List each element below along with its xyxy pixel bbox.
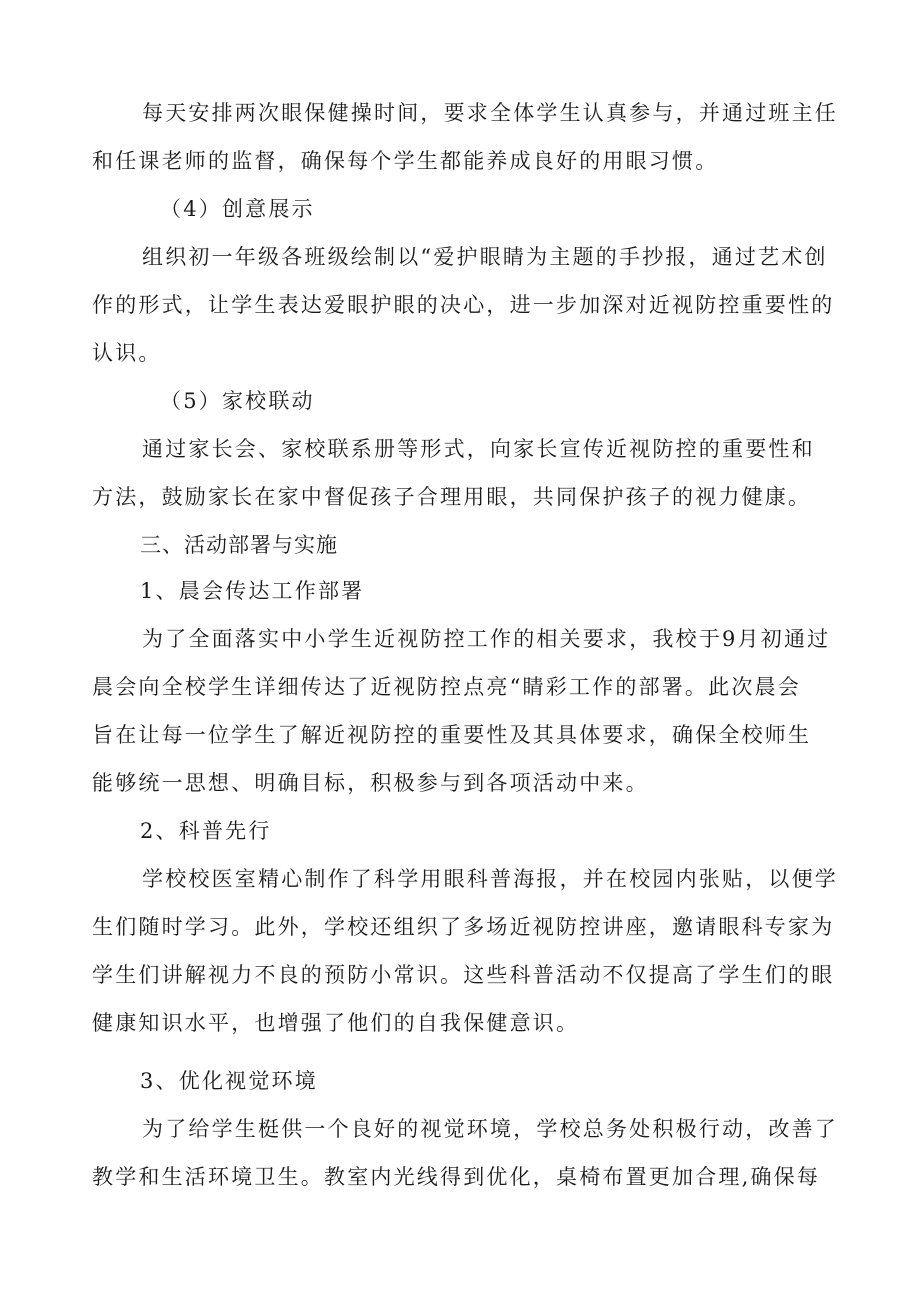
- paragraph-line: 组织初一年级各班级绘制以“爱护眼睛为主题的手抄报，通过艺术创: [142, 245, 828, 269]
- paragraph-line: 为了给学生梃供一个良好的视觉环境，学校总务处积极行动，改善了: [142, 1117, 838, 1141]
- paragraph-line: 通过家长会、家校联系册等形式，向家长宣传近视防控的重要性和: [142, 437, 815, 461]
- subsection-title: （4）创意展示: [160, 197, 315, 221]
- paragraph-line: 和任课老师的监督，确保每个学生都能养成良好的用眼习惯。: [92, 149, 719, 173]
- paragraph-line: 旨在让每一位学生了解近视防控的重要性及其具体要求，确保全校师生: [92, 723, 812, 747]
- paragraph-line: 晨会向全校学生详细传达了近视防控点亮“睛彩工作的部署。此次晨会: [92, 675, 801, 699]
- subsection-title: （5）家校联动: [160, 389, 315, 413]
- paragraph-line: 为了全面落实中小学生近视防控工作的相关要求，我校于9月初通过: [142, 627, 831, 651]
- section-heading: 三、活动部署与实施: [140, 533, 338, 557]
- paragraph-line: 作的形式，让学生表达爱眼护眼的决心，进一步加深对近视防控重要性的: [92, 293, 835, 317]
- subsection-title: 3、优化视觉环境: [140, 1069, 318, 1093]
- paragraph-line: 教学和生活环境卫生。教室内光线得到优化，桌椅布置更加合理,确保每: [92, 1165, 821, 1189]
- paragraph-line: 生们随时学习。此外，学校还组织了多场近视防控讲座，邀请眼科专家为: [92, 915, 835, 939]
- subsection-title: 2、科普先行: [140, 819, 272, 843]
- paragraph-line: 认识。: [92, 341, 162, 365]
- paragraph-line: 健康知识水平，也增强了他们的自我保健意识。: [92, 1011, 580, 1035]
- paragraph-line: 学生们讲解视力不良的预防小常识。这些科普活动不仅提高了学生们的眼: [92, 963, 835, 987]
- subsection-title: 1、晨会传达工作部署: [140, 579, 365, 603]
- paragraph-line: 方法，鼓励家长在家中督促孩子合理用眼，共同保护孩子的视力健康。: [92, 485, 812, 509]
- paragraph-line: 能够统一思想、明确目标，积极参与到各项活动中来。: [92, 771, 649, 795]
- paragraph-line: 学校校医室精心制作了科学用眼科普海报，并在校园内张贴，以便学: [142, 867, 838, 891]
- paragraph-line: 每天安排两次眼保健操时间，要求全体学生认真参与，并通过班主任: [142, 101, 838, 125]
